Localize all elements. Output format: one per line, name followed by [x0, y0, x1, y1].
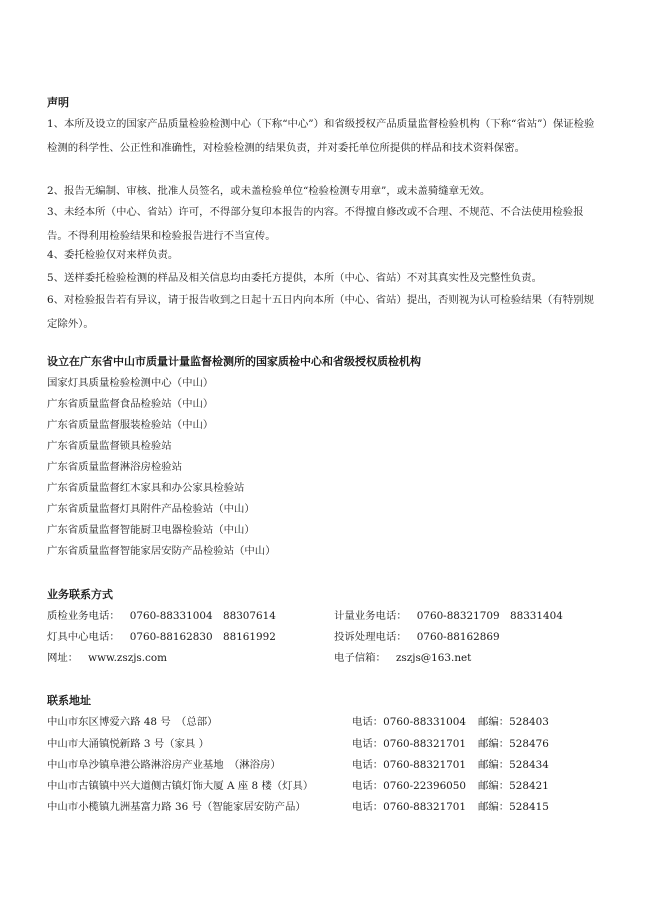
contact-row-2-right	[334, 630, 500, 644]
address-phone: 电话：0760-88321701	[352, 738, 467, 750]
contact-row-1-left	[47, 609, 276, 623]
institution-item: 广东省质量监督智能厨卫电器检验站（中山）	[47, 524, 255, 536]
contact-value: 0760-88162869	[416, 631, 500, 643]
address-text: 中山市大涌镇悦新路 3 号（家具 ）	[47, 738, 209, 750]
contact-value: 0760-88321709 88331404	[416, 610, 563, 622]
address-postcode: 邮编：528421	[478, 780, 549, 792]
contact-row-2-left	[47, 630, 276, 644]
institution-item: 广东省质量监督食品检验站（中山）	[47, 398, 214, 410]
contact-label: 计量业务电话：	[334, 610, 407, 622]
address-text: 中山市小榄镇九洲基富力路 36 号（智能家居安防产品）	[47, 801, 306, 813]
institution-item: 广东省质量监督红木家具和办公家具检验站	[47, 482, 245, 494]
address-postcode: 邮编：528476	[478, 738, 549, 750]
address-phone: 电话：0760-88321701	[352, 801, 467, 813]
address-postcode: 邮编：528434	[478, 759, 549, 771]
address-phone: 电话：0760-88331004	[352, 716, 467, 728]
statement-item-2: 2、报告无编制、审核、批准人员签名，或未盖检验单位“检验检测专用章”，或未盖骑缝章无效。	[47, 185, 491, 197]
institution-item: 国家灯具质量检验检测中心（中山）	[47, 377, 214, 389]
institutions-title: 设立在广东省中山市质量计量监督检测所的国家质检中心和省级授权质检机构	[47, 355, 421, 368]
institution-item: 广东省质量监督淋浴房检验站	[47, 461, 183, 473]
contact-label: 质检业务电话：	[47, 610, 120, 622]
website-link[interactable]: www.zszjs.com	[88, 652, 167, 664]
address-postcode: 邮编：528415	[478, 801, 549, 813]
contact-row-1-right	[334, 609, 563, 623]
contact-row-3-left	[47, 651, 167, 665]
statement-item-3: 3、未经本所（中心、省站）许可，不得部分复印本报告的内容。不得擅自修改或不合理、不规范、不合法使用检验报告。不得利用检验结果和检验报告进行不当宣传。	[47, 206, 584, 242]
contact-label: 投诉处理电话：	[334, 631, 407, 643]
address-postcode: 邮编：528403	[478, 716, 549, 728]
statement-title: 声明	[47, 96, 69, 109]
contact-row-3-right	[334, 651, 471, 665]
institution-item: 广东省质量监督锁具检验站	[47, 440, 172, 452]
contact-label: 电子信箱：	[334, 652, 386, 664]
institution-item: 广东省质量监督智能家居安防产品检验站（中山）	[47, 545, 276, 557]
contact-label: 灯具中心电话：	[47, 631, 120, 643]
contact-label: 网址：	[47, 652, 79, 664]
statement-item-6: 6、对检验报告若有异议，请于报告收到之日起十五日内向本所（中心、省站）提出，否则视为认可检验结果（有特别规定除外）。	[47, 294, 594, 330]
statement-item-4: 4、委托检验仅对来样负责。	[47, 249, 179, 261]
address-text: 中山市东区博爱六路 48 号 （总部）	[47, 716, 218, 728]
address-text: 中山市古镇镇中兴大道侧古镇灯饰大厦 A 座 8 楼（灯具）	[47, 780, 314, 792]
institution-item: 广东省质量监督灯具附件产品检验站（中山）	[47, 503, 255, 515]
address-phone: 电话：0760-88321701	[352, 759, 467, 771]
statement-item-1: 1、本所及设立的国家产品质量检验检测中心（下称“中心”）和省级授权产品质量监督检验机构（下称“省站”）保证检验检测的科学性、公正性和准确性，对检验检测的结果负责，并对委托单位所提供的样品和技术资料保密。	[47, 118, 595, 154]
contact-value: 0760-88331004 88307614	[129, 610, 276, 622]
email-link[interactable]: zszjs@163.net	[395, 652, 472, 664]
address-phone: 电话：0760-22396050	[352, 780, 467, 792]
contact-title: 业务联系方式	[47, 588, 113, 601]
contact-value: 0760-88162830 88161992	[129, 631, 276, 643]
statement-item-5: 5、送样委托检验检测的样品及相关信息均由委托方提供，本所（中心、省站）不对其真实性及完整性负责。	[47, 272, 542, 284]
institution-item: 广东省质量监督服装检验站（中山）	[47, 419, 214, 431]
addresses-title: 联系地址	[47, 694, 91, 707]
address-text: 中山市阜沙镇阜港公路淋浴房产业基地 （淋浴房）	[47, 759, 281, 771]
